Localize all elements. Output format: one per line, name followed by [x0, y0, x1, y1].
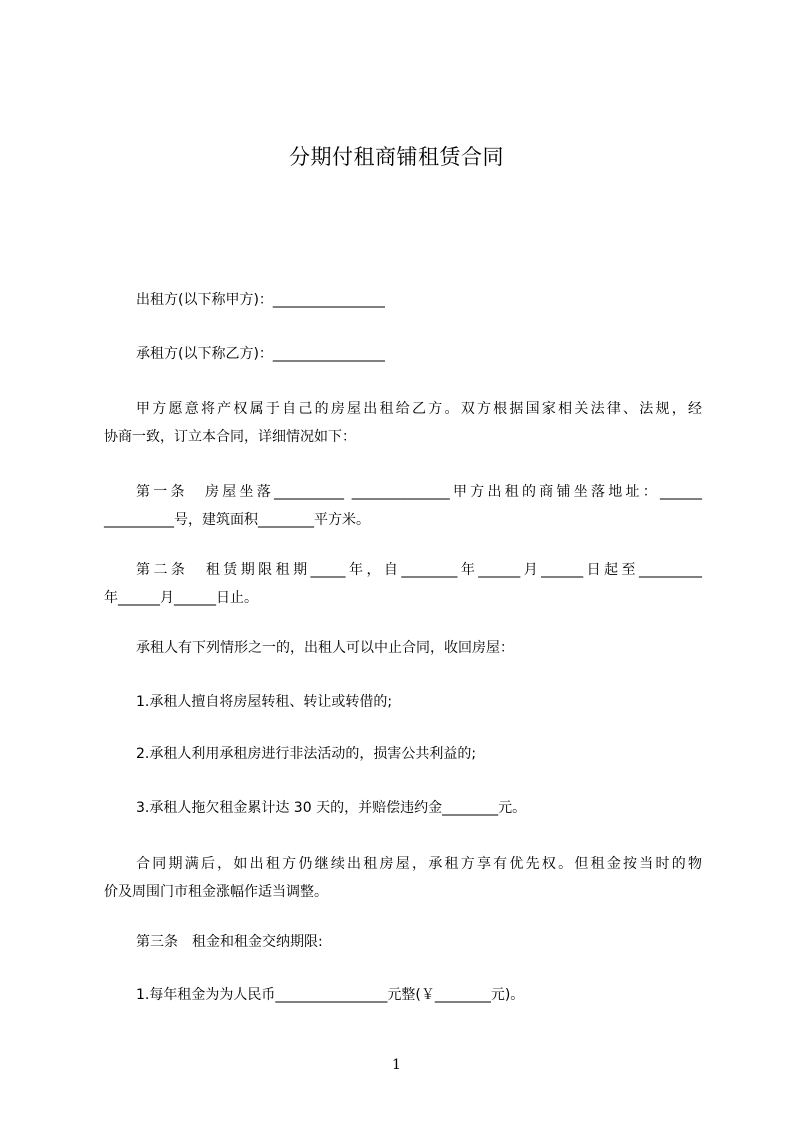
article-2-line-1: 第二条 租赁期限租期_____年，自________年______月______日起至_________ [136, 562, 702, 578]
termination-item-1: 1.承租人擅自将房屋转租、转让或转借的; [136, 694, 393, 710]
lessor-line: 出租方(以下称甲方)：________________ [136, 292, 385, 308]
article-3-item-1: 1.每年租金为为人民币________________元整(￥________元)。 [136, 987, 525, 1003]
article-2-line-2: 年______月______日止。 [104, 590, 258, 606]
lessee-line: 承租方(以下称乙方)：________________ [136, 346, 385, 362]
article-1-line-2: __________号，建筑面积________平方米。 [104, 512, 370, 528]
page-number: 1 [392, 1057, 401, 1073]
termination-item-2: 2.承租人利用承租房进行非法活动的，损害公共利益的; [136, 746, 477, 762]
renewal-paragraph [104, 850, 702, 906]
renewal-line-2: 价及周围门市租金涨幅作适当调整。 [104, 884, 328, 900]
intro-line-2: 协商一致，订立本合同，详细情况如下： [104, 429, 356, 445]
article-1-line-1: 第一条 房屋坐落__________ ______________甲方出租的商铺坐落地址：______ [136, 484, 702, 500]
renewal-line-1: 合同期满后，如出租方仍继续出租房屋，承租方享有优先权。但租金按当时的物 [136, 856, 702, 872]
termination-item-3: 3.承租人拖欠租金累计达 30 天的，并赔偿违约金________元。 [136, 800, 527, 816]
article-1-paragraph [104, 478, 702, 534]
article-2-paragraph [104, 556, 702, 612]
termination-intro: 承租人有下列情形之一的，出租人可以中止合同，收回房屋： [136, 640, 514, 656]
article-3-heading: 第三条 租金和租金交纳期限: [136, 934, 323, 950]
intro-paragraph [104, 395, 702, 451]
document-title: 分期付租商铺租赁合同 [289, 145, 504, 169]
intro-line-1: 甲方愿意将产权属于自己的房屋出租给乙方。双方根据国家相关法律、法规，经 [136, 401, 702, 417]
